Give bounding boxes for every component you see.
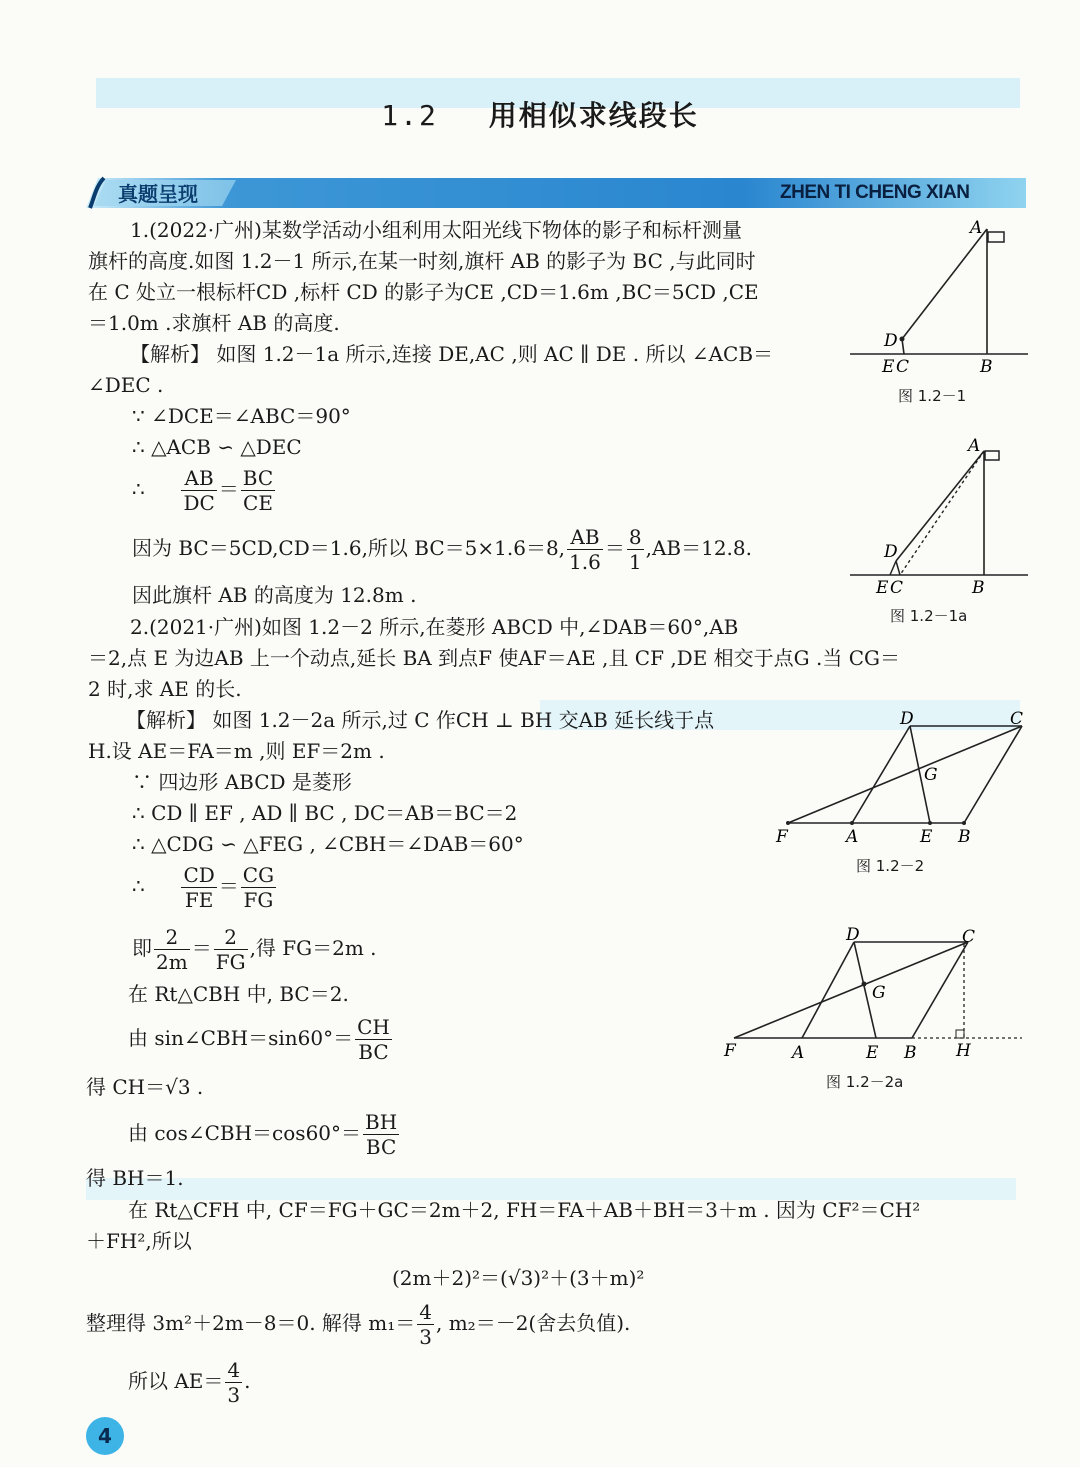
label-F: F <box>724 1041 736 1061</box>
figure-1-2-1a <box>850 437 1030 602</box>
label-E: E <box>866 1043 879 1063</box>
fraction <box>241 863 276 912</box>
p2-line2: ＝2,点 E 为边AB 上一个动点,延长 BA 到点F 使AF＝AE ,且 CF ,DE 相交于点G .当 CG＝ <box>88 646 900 670</box>
label-D: D <box>884 542 898 562</box>
figure-1-2-2 <box>770 708 1030 853</box>
p1-sol-line4: ∴ △ACB ∽ △DEC <box>132 435 302 459</box>
label-B: B <box>980 357 993 377</box>
fraction <box>627 525 644 574</box>
p1-sol-line1: 【解析】 如图 1.2－1a 所示,连接 DE,AC ,则 AC ∥ DE . 所以 ∠ACB＝ <box>130 342 774 366</box>
denominator: 3 <box>419 1325 432 1349</box>
section-number: 1.2 <box>381 99 438 132</box>
label-G: G <box>872 983 886 1003</box>
numerator: 4 <box>419 1300 432 1324</box>
p1-sol-line2: ∠DEC . <box>88 373 164 397</box>
fraction <box>355 1015 392 1064</box>
label-B: B <box>904 1043 917 1063</box>
p2-sol-line4: ∴ CD ∥ EF , AD ∥ BC , DC＝AB＝BC＝2 <box>132 801 518 825</box>
numerator: CD <box>183 863 215 887</box>
p2-sol-line12: 得 BH＝1. <box>86 1166 184 1190</box>
section-heading: 用相似求线段长 <box>488 99 699 132</box>
p1-line4: ＝1.0m .求旗杆 AB 的高度. <box>88 311 340 335</box>
fraction <box>417 1300 434 1349</box>
p2-sol-line8: 在 Rt△CBH 中, BC＝2. <box>128 982 349 1006</box>
denominator: 1 <box>628 550 642 574</box>
denominator: FG <box>215 950 246 974</box>
p2-sol-line17 <box>128 1358 251 1407</box>
caption-1-2-2a: 图 1.2－2a <box>826 1073 904 1091</box>
p2-sol-line5: ∴ △CDG ∽ △FEG , ∠CBH＝∠DAB＝60° <box>132 832 524 856</box>
fraction <box>214 925 248 974</box>
numerator: 4 <box>227 1358 241 1382</box>
section-title <box>0 94 1080 134</box>
p2-sol11-prefix: 由 cos∠CBH＝cos60°＝ <box>128 1121 362 1145</box>
p2-sol17-prefix: 所以 AE＝ <box>128 1369 224 1393</box>
p2-sol-line6: ∴ $\frac{CD}{FE}$ ＝ $\frac{CG}{FG}$ <box>132 863 275 912</box>
caption-1-2-1: 图 1.2－1 <box>898 387 967 405</box>
label-C: C <box>896 357 910 377</box>
fraction <box>567 525 603 574</box>
label-D: D <box>900 709 914 729</box>
denominator: 2m <box>156 950 188 974</box>
fraction <box>225 1358 242 1407</box>
p2-sol9-prefix: 由 sin∠CBH＝sin60°＝ <box>128 1026 354 1050</box>
label-D: D <box>846 925 860 945</box>
denominator: DC <box>183 491 215 515</box>
p1-therefore: ∴ <box>132 477 145 501</box>
p1-sol-line3: ∵ ∠DCE＝∠ABC＝90° <box>132 404 351 428</box>
numerator: 2 <box>214 925 248 950</box>
label-B: B <box>972 578 985 598</box>
p2-sol-line16 <box>86 1300 630 1349</box>
denominator: CE <box>243 491 273 515</box>
p2-sol16-suffix: , m₂＝－2(舍去负值). <box>436 1311 631 1335</box>
p2-sol7-prefix: 即 <box>132 936 152 960</box>
numerator: 8 <box>628 525 642 549</box>
denominator: BC <box>358 1040 389 1064</box>
figure-1-2-2a <box>722 922 1032 1067</box>
p1-sol-line7: 因此旗杆 AB 的高度为 12.8m . <box>132 583 417 607</box>
p2-sol-line11 <box>128 1110 401 1159</box>
label-E: E <box>882 357 895 377</box>
p2-sol16-prefix: 整理得 3m²＋2m－8＝0. 解得 m₁＝ <box>86 1311 416 1335</box>
p2-sol-line1: 【解析】 如图 1.2－2a 所示,过 C 作CH ⊥ BH 交AB 延长线于点 <box>126 708 715 732</box>
denominator: BC <box>365 1135 397 1159</box>
p2-sol7-suffix: ,得 FG＝2m . <box>249 936 377 960</box>
label-A: A <box>792 1043 805 1063</box>
fraction <box>181 466 216 515</box>
p1-sol6-suffix: ,AB＝12.8. <box>645 536 752 560</box>
p2-therefore: ∴ <box>132 874 145 898</box>
numerator: AB <box>567 525 603 550</box>
fraction <box>181 863 216 912</box>
p1-line3: 在 C 处立一根标杆CD ,标杆 CD 的影子为CE ,CD＝1.6m ,BC＝5CD ,CE <box>88 280 759 304</box>
label-H: H <box>956 1041 971 1061</box>
label-A: A <box>968 437 981 456</box>
p1-line1: 1.(2022·广州)某数学活动小组利用太阳光线下物体的影子和标杆测量 <box>130 218 742 242</box>
p2-sol-line2: H.设 AE＝FA＝m ,则 EF＝2m . <box>88 739 385 763</box>
p2-sol-line10: 得 CH＝√3 . <box>86 1075 204 1099</box>
label-A: A <box>846 827 859 847</box>
fraction <box>154 925 190 974</box>
page-number-badge: 4 <box>86 1417 124 1455</box>
label-F: F <box>776 827 788 847</box>
label-E: E <box>876 578 889 598</box>
p2-line1: 2.(2021·广州)如图 1.2－2 所示,在菱形 ABCD 中,∠DAB＝60°,AB <box>130 615 739 639</box>
denominator: 3 <box>227 1383 241 1407</box>
p2-sol-line14: ＋FH²,所以 <box>86 1229 192 1253</box>
label-G: G <box>924 765 938 785</box>
banner-pinyin: ZHEN TI CHENG XIAN <box>780 182 970 203</box>
p2-sol-line9 <box>128 1015 394 1064</box>
p2-sol17-suffix: . <box>244 1369 251 1393</box>
fraction <box>241 466 275 515</box>
fraction <box>363 1110 399 1159</box>
p2-line3: 2 时,求 AE 的长. <box>88 677 242 701</box>
p2-sol-line7: 即 $\frac{2}{2m}$ ＝ $\frac{2}{FG}$ ,得 FG＝2m . <box>132 925 377 974</box>
denominator: FE <box>184 888 214 912</box>
caption-1-2-1a: 图 1.2－1a <box>890 607 968 625</box>
numerator: BH <box>365 1110 398 1134</box>
label-C: C <box>1010 709 1024 729</box>
label-A: A <box>970 218 983 238</box>
denominator: 1.6 <box>569 550 601 574</box>
numerator: CH <box>357 1015 390 1039</box>
p1-line2: 旗杆的高度.如图 1.2－1 所示,在某一时刻,旗杆 AB 的影子为 BC ,与此同时 <box>88 249 756 273</box>
p2-sol-line13: 在 Rt△CFH 中, CF＝FG＋GC＝2m＋2, FH＝FA＋AB＋BH＝3＋m . 因为 CF²＝CH² <box>128 1198 921 1222</box>
p1-sol6-prefix: 因为 BC＝5CD,CD＝1.6,所以 BC＝5×1.6＝8, <box>132 536 566 560</box>
label-B: B <box>958 827 971 847</box>
numerator: 2 <box>154 925 190 950</box>
numerator: BC <box>242 466 274 490</box>
caption-1-2-2: 图 1.2－2 <box>856 857 925 875</box>
label-C: C <box>962 927 976 947</box>
p1-sol-line6: 因为 BC＝5CD,CD＝1.6,所以 BC＝5×1.6＝8, $\frac{AB}{1.6}$ ＝ $\frac{8}{1}$ ,AB＝12.8. <box>132 525 752 574</box>
banner-label: 真题呈现 <box>118 182 198 206</box>
numerator: AB <box>181 466 216 491</box>
denominator: FG <box>243 888 274 912</box>
figure-1-2-1 <box>850 215 1030 380</box>
p2-sol-line3: ∵ 四边形 ABCD 是菱形 <box>132 770 352 794</box>
label-E: E <box>920 827 933 847</box>
p1-sol-line5: ∴ $\frac{AB}{DC}$ ＝ $\frac{BC}{CE}$ <box>132 466 274 515</box>
label-D: D <box>884 331 898 351</box>
numerator: CG <box>242 863 275 887</box>
label-C: C <box>890 578 904 598</box>
p2-sol-line15: (2m＋2)²＝(√3)²＋(3＋m)² <box>392 1266 645 1290</box>
